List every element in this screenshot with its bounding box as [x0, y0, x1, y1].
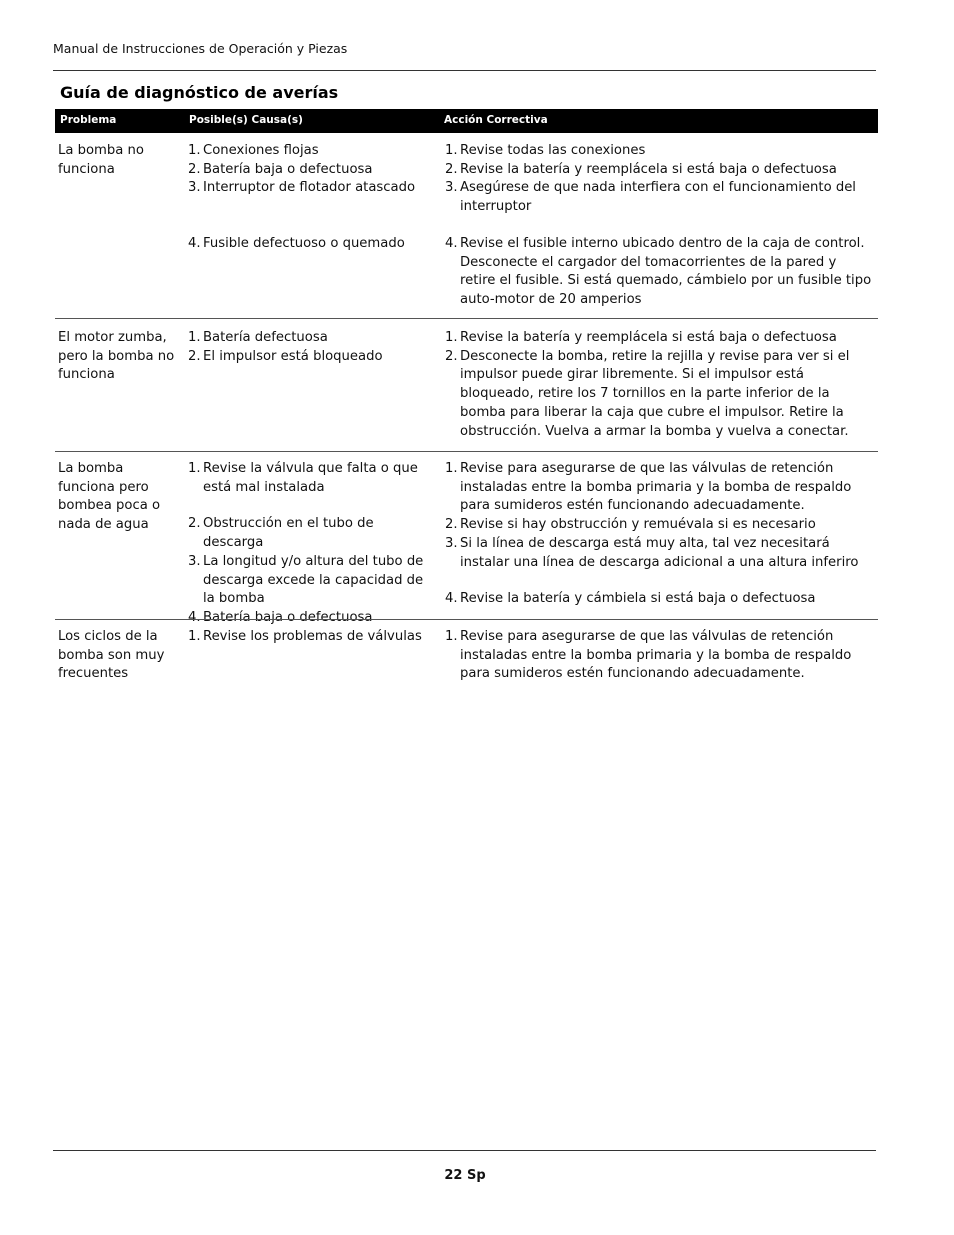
- problem-cell: La bomba funciona pero bombea poca o nada de agua: [58, 461, 161, 533]
- action-item: 2. Revise la batería y reemplácela si está baja o defectuosa: [445, 161, 837, 177]
- action-item: 1. Revise todas las conexiones: [445, 143, 646, 158]
- cause-item: 2. El impulsor está bloqueado: [188, 348, 383, 364]
- problem-cell: La bomba no funciona: [58, 143, 144, 177]
- cause-item: 1. Revise los problemas de válvulas: [188, 629, 422, 644]
- actions-cell: [445, 329, 875, 441]
- action-item: 3. Si la línea de descarga está muy alta, tal vez necesitará instalar una línea de descarga adicional a una altura inferiro: [445, 535, 859, 570]
- action-item: 1. Revise para asegurarse de que las válvulas de retención instaladas entre la bomba primaria y la bomba de respaldo para sumideros estén funcionando adecuadamente.: [445, 629, 852, 682]
- cause-item: 2. Batería baja o defectuosa: [188, 161, 373, 177]
- table-header: [55, 109, 878, 133]
- action-item: 1. Revise para asegurarse de que las válvulas de retención instaladas entre la bomba primaria y la bomba de respaldo para sumideros estén funcionando adecuadamente.: [445, 461, 852, 514]
- header-rule: [53, 70, 876, 71]
- table-row: [55, 628, 878, 698]
- actions-cell: [445, 142, 875, 310]
- action-item: 4. Revise la batería y cámbiela si está baja o defectuosa: [445, 591, 816, 607]
- action-item: 4. Revise el fusible interno ubicado dentro de la caja de control. Desconecte el cargador del tomacorrientes de la pared y retire el fusible. Si está quemado, cámbielo por un fusible tipo auto-motor de 20 amperios: [445, 235, 872, 307]
- actions-cell: [445, 628, 875, 684]
- problem-cell: El motor zumba, pero la bomba no funciona: [58, 330, 175, 383]
- cause-item: 3. La longitud y/o altura del tubo de descarga excede la capacidad de la bomba: [188, 553, 424, 607]
- column-header-problem: Problema: [60, 114, 117, 126]
- cause-item: 2. Obstrucción en el tubo de descarga: [188, 516, 374, 551]
- row-divider: [55, 318, 878, 319]
- section-title: Guía de diagnóstico de averías: [60, 83, 339, 102]
- cause-item: 4. Fusible defectuoso o quemado: [188, 236, 405, 252]
- action-item: 3. Asegúrese de que nada interfiera con el funcionamiento del interruptor: [445, 180, 856, 215]
- action-item: 2. Revise si hay obstrucción y remuévala si es necesario: [445, 517, 816, 533]
- cause-item: 3. Interruptor de flotador atascado: [188, 180, 416, 196]
- actions-cell: [445, 460, 875, 609]
- cause-item: 4. Batería baja o defectuosa: [188, 609, 373, 625]
- column-header-causes: Posible(s) Causa(s): [189, 114, 303, 126]
- problem-cell: Los ciclos de la bomba son muy frecuentes: [58, 629, 165, 682]
- table-row: [55, 329, 878, 452]
- footer-rule: [53, 1150, 876, 1151]
- cause-item: 1. Conexiones flojas: [188, 143, 319, 158]
- row-divider: [55, 451, 878, 452]
- manual-header: Manual de Instrucciones de Operación y Piezas: [53, 41, 348, 56]
- causes-cell: [188, 329, 438, 366]
- causes-cell: [188, 460, 438, 628]
- column-header-action: Acción Correctiva: [444, 114, 548, 126]
- page-number: 22 Sp: [444, 1168, 486, 1183]
- row-divider: [55, 619, 878, 620]
- cause-item: 1. Revise la válvula que falta o que está mal instalada: [188, 461, 418, 495]
- table-row: [55, 460, 878, 625]
- action-item: 1. Revise la batería y reemplácela si está baja o defectuosa: [445, 330, 837, 345]
- table-row: [55, 142, 878, 319]
- cause-item: 1. Batería defectuosa: [188, 330, 328, 345]
- causes-cell: [188, 142, 438, 254]
- action-item: 2. Desconecte la bomba, retire la rejilla y revise para ver si el impulsor puede girar libremente. Si el impulsor está bloqueado, retire los 7 tornillos en la parte inferior de la bomba para liberar la caja que cubre el impulsor. Retire la obstrucción. Vuelva a armar la bomba y vuelva a conectar.: [445, 348, 850, 439]
- causes-cell: [188, 628, 438, 647]
